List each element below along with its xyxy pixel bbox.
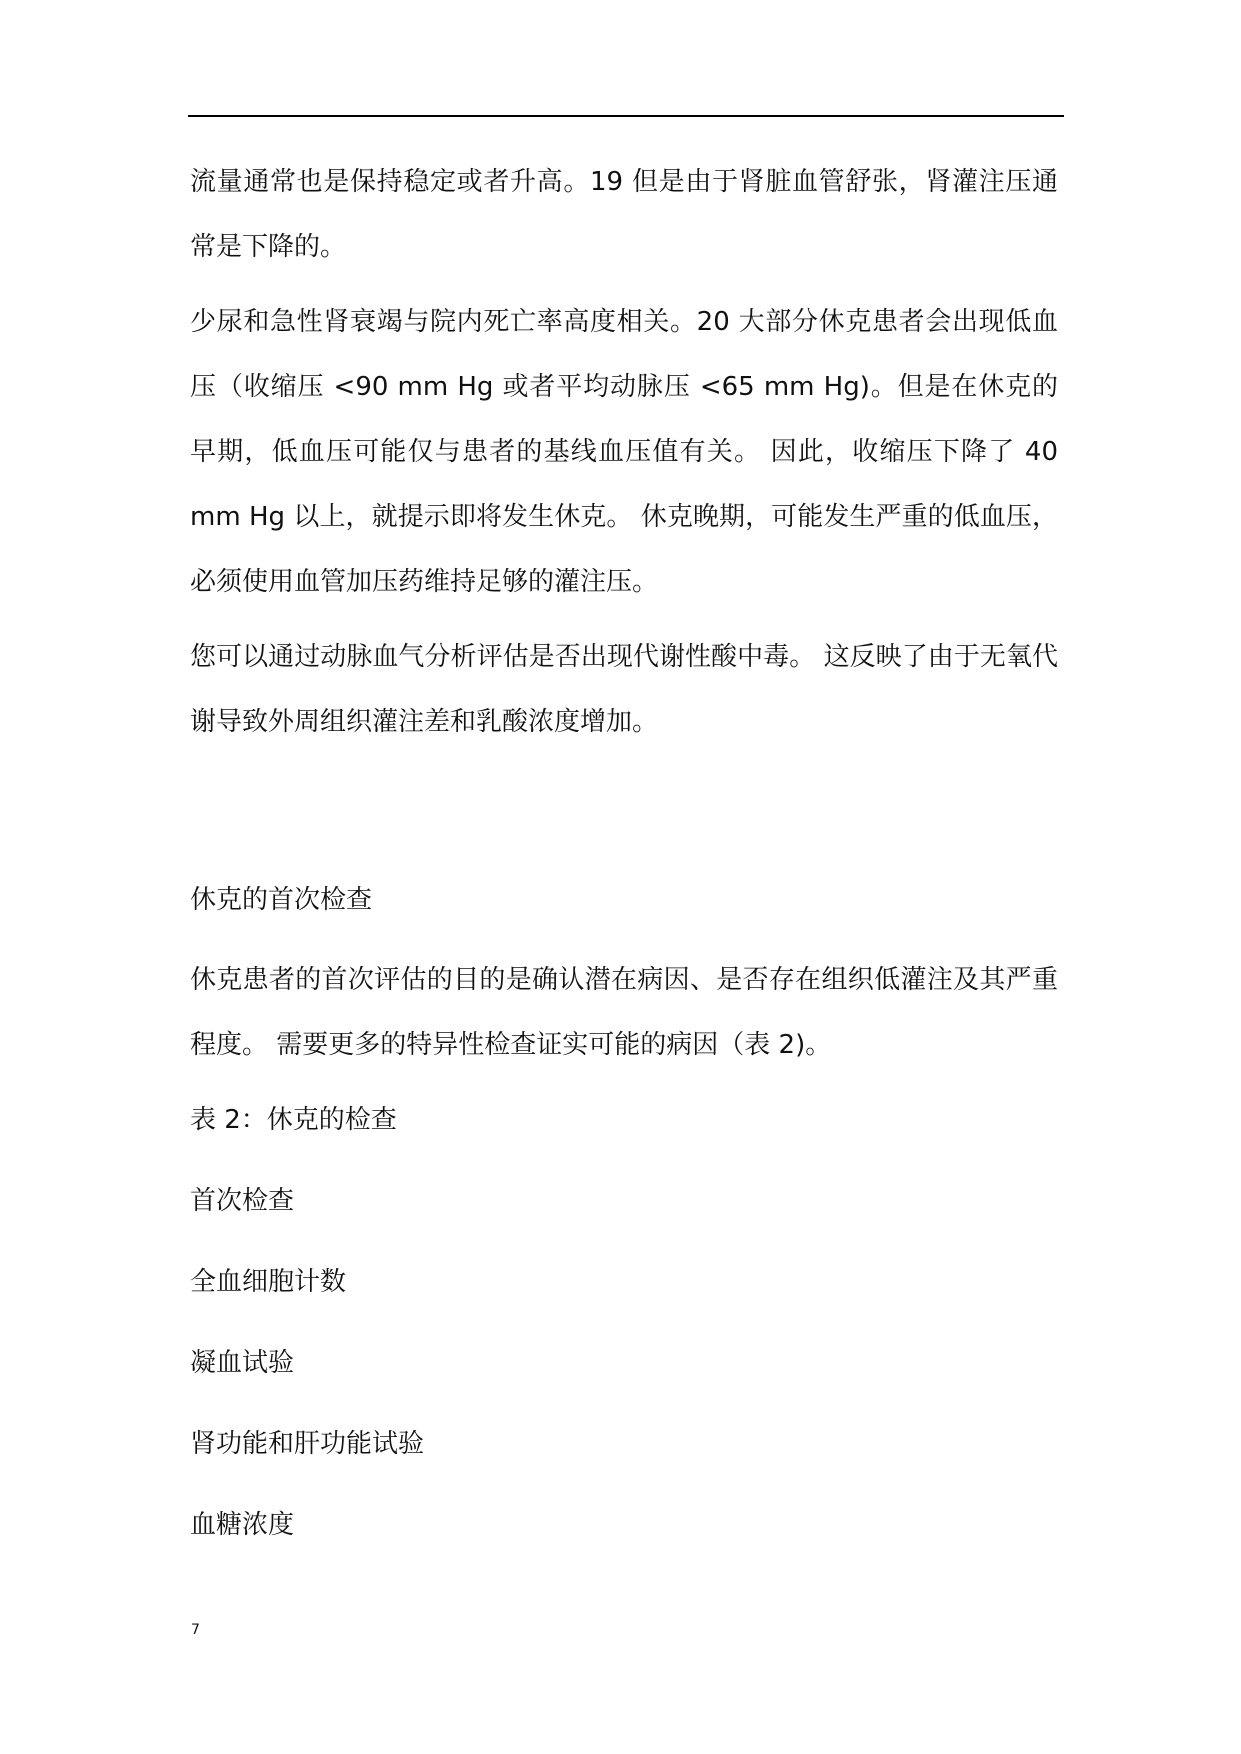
paragraph-acidosis: 您可以通过动脉血气分析评估是否出现代谢性酸中毒。 这反映了由于无氧代谢导致外周组织灌注差和乳酸浓度增加。 [190, 642, 1058, 737]
table-item: 首次检查 [190, 1186, 295, 1216]
paragraph-hypotension: 少尿和急性肾衰竭与院内死亡率高度相关。20 大部分休克患者会出现低血压（收缩压 <90 mm Hg 或者平均动脉压 <65 mm Hg)。但是在休克的早期，低血压可能仅与患者的基线血压值有关。 因此，收缩压下降了 40 mm Hg 以上，就提示即将发生休克。 休克晚期，可能发生严重的低血压，必须使用血管加压药维持足够的灌注压。 [190, 307, 1058, 597]
page-number: 7 [191, 1622, 200, 1638]
table-item: 血糖浓度 [190, 1510, 295, 1540]
body-text-lower [190, 948, 1058, 1558]
table-item: 凝血试验 [190, 1348, 295, 1378]
table-item: 全血细胞计数 [190, 1267, 347, 1297]
paragraph-renal-perfusion: 流量通常也是保持稳定或者升高。19 但是由于肾脏血管舒张，肾灌注压通常是下降的。 [190, 167, 1058, 262]
body-text-top [190, 150, 1058, 755]
paragraph-first-assessment: 休克患者的首次评估的目的是确认潜在病因、是否存在组织低灌注及其严重程度。 需要更多的特异性检查证实可能的病因（表 2)。 [190, 965, 1058, 1060]
header-rule [188, 115, 1064, 117]
section-heading: 休克的首次检查 [190, 885, 373, 915]
table-caption: 表 2：休克的检查 [190, 1105, 397, 1135]
table-item: 肾功能和肝功能试验 [190, 1429, 425, 1459]
